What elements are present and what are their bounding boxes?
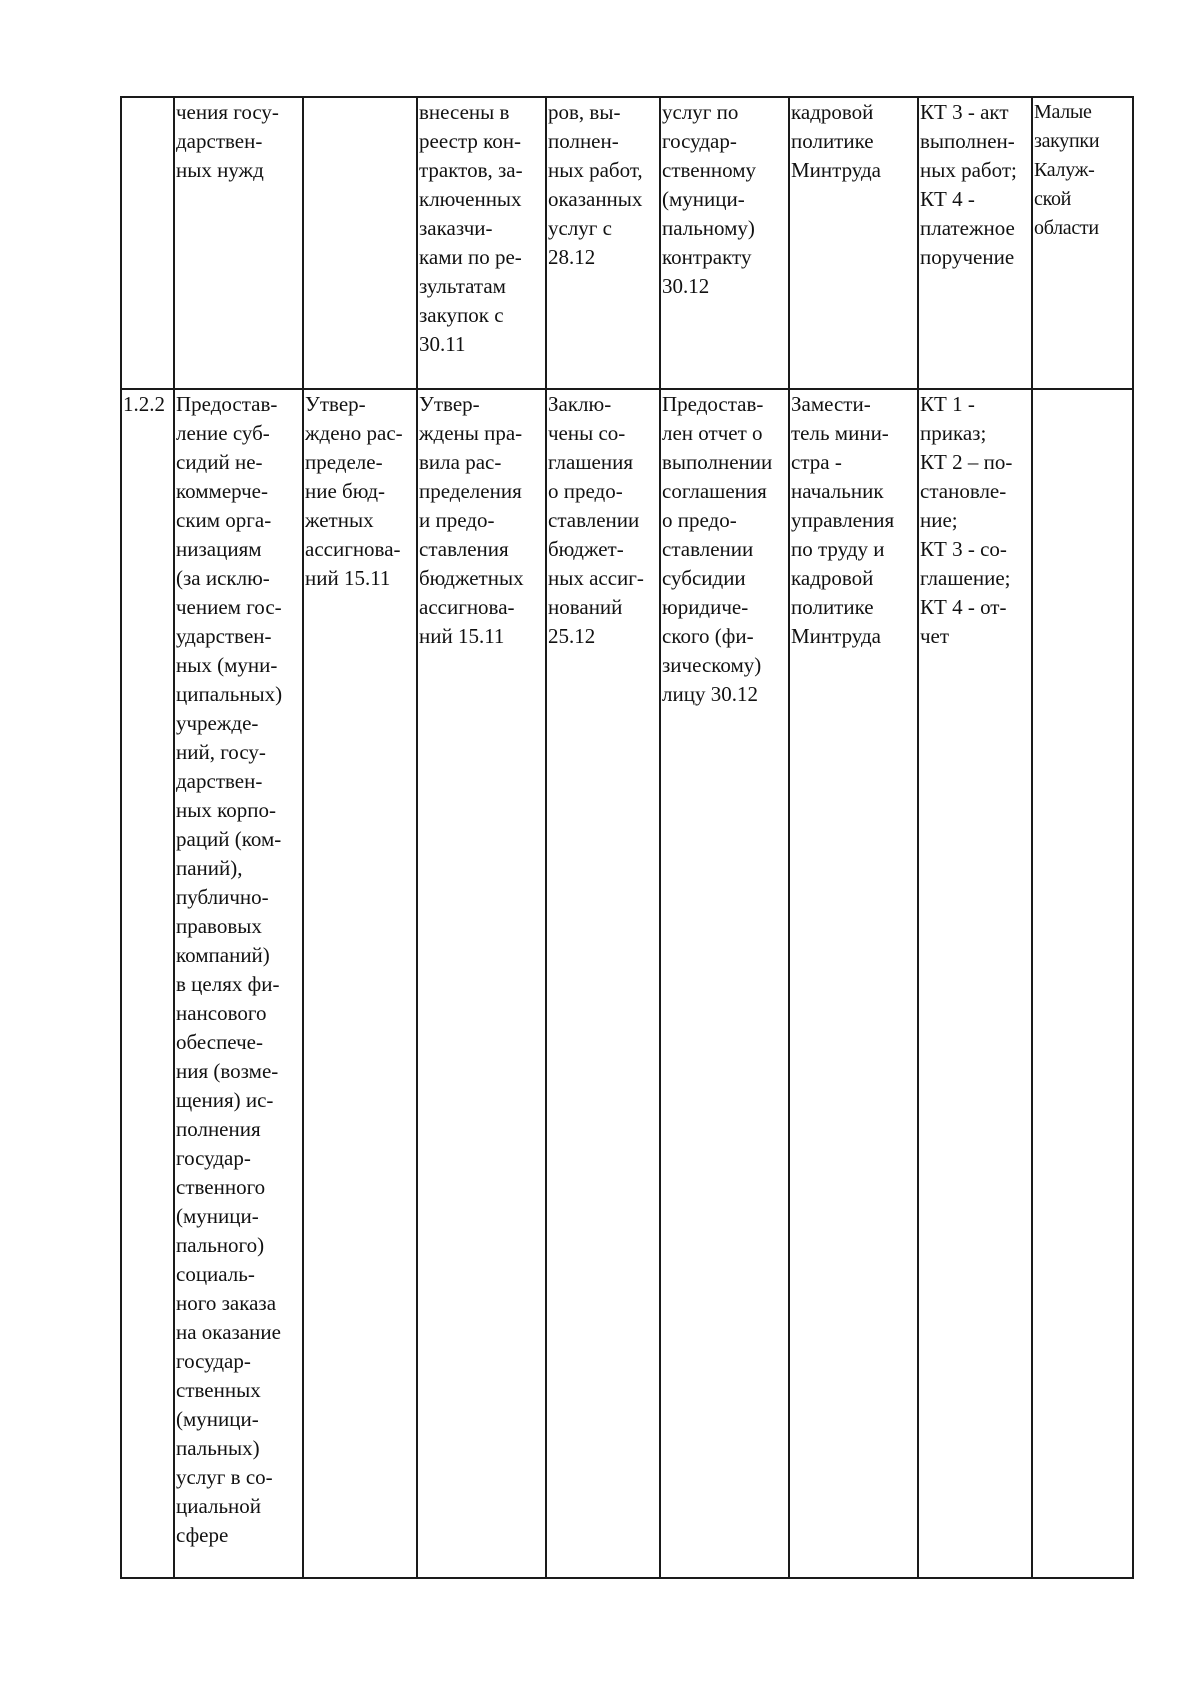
cell-documents: КТ 3 - акт выполнен- ных работ; КТ 4 - платежное поручение [918,97,1032,389]
cell-control-point-1: Утвер- ждено рас- пределе- ние бюд- жетных ассигнова- ний 15.11 [303,389,417,1578]
table-row [121,389,1133,1578]
cell-event-name: Предостав- ление суб- сидий не- коммерче- ским орга- низациям (за исклю- чением гос- ударствен- ных (муни- ципальных) учрежде- ний, госу- дарствен- ных корпо- раций (ком- паний), публично- правовых компаний) в целях фи- нансового обеспече- ния (возме- щения) ис- полнения государ- ственного (муници- пального) социаль- ного заказа на оказание государ- ственных (муници- пальных) услуг в со- циальной сфере [174,389,303,1578]
cell-control-point-2: Утвер- ждены пра- вила рас- пределения и предо- ставления бюджетных ассигнова- ний 15.11 [417,389,546,1578]
cell-responsible: Замести- тель мини- стра - начальник управления по труду и кадровой политике Минтруда [789,389,918,1578]
cell-information-system: Малые закупки Калуж- ской области [1032,97,1133,389]
cell-control-point-4: Предостав- лен отчет о выполнении соглашения о предо- ставлении субсидии юридиче- ского (фи- зическому) лицу 30.12 [660,389,789,1578]
cell-number: 1.2.2 [121,389,174,1578]
cell-number [121,97,174,389]
cell-documents: КТ 1 - приказ; КТ 2 – по- становле- ние; КТ 3 - со- глашение; КТ 4 - от- чет [918,389,1032,1578]
cell-control-point-2: внесены в реестр кон- трактов, за- ключенных заказчи- ками по ре- зультатам закупок с 30.11 [417,97,546,389]
control-points-table [120,96,1134,1579]
table-row [121,97,1133,389]
cell-responsible: кадровой политике Минтруда [789,97,918,389]
cell-control-point-3: Заклю- чены со- глашения о предо- ставлении бюджет- ных ассиг- нований 25.12 [546,389,660,1578]
cell-event-name: чения госу- дарствен- ных нужд [174,97,303,389]
cell-information-system [1032,389,1133,1578]
cell-control-point-1 [303,97,417,389]
cell-control-point-3: ров, вы- полнен- ных работ, оказанных услуг с 28.12 [546,97,660,389]
cell-control-point-4: услуг по государ- ственному (муници- пальному) контракту 30.12 [660,97,789,389]
